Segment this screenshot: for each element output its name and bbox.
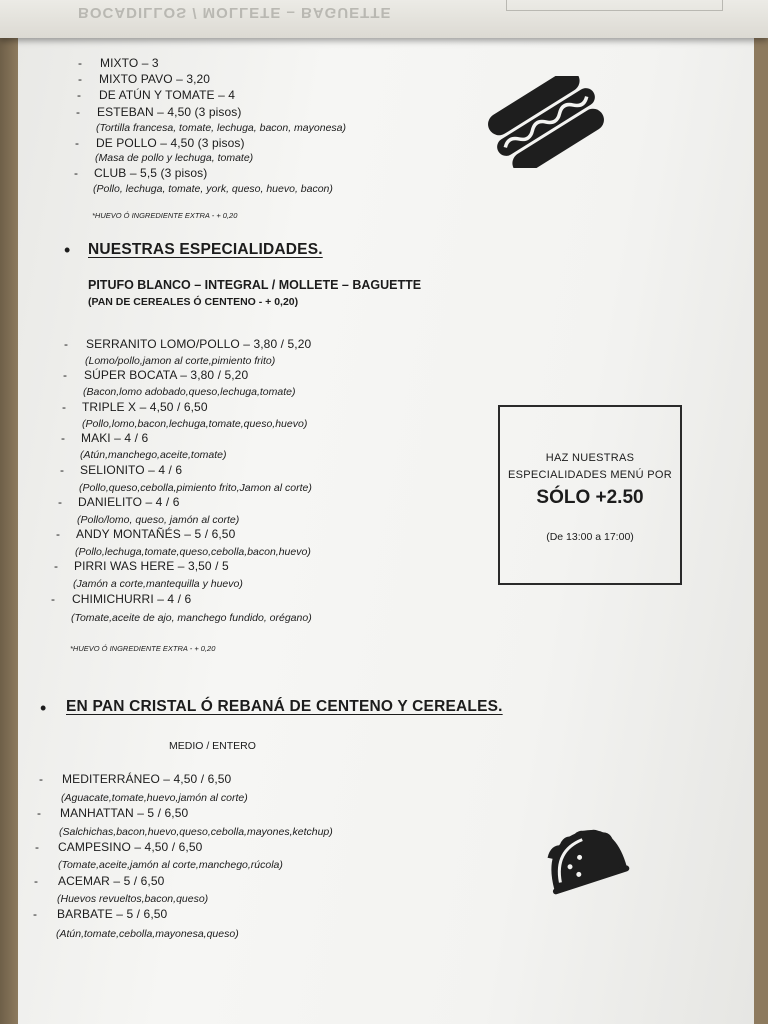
list-item: CHIMICHURRI – 4 / 6 [72, 592, 192, 606]
list-item: ESTEBAN – 4,50 (3 pisos) [97, 105, 242, 119]
list-item: MANHATTAN – 5 / 6,50 [60, 806, 189, 820]
list-item-description: (Tomate,aceite de ajo, manchego fundido, orégano) [71, 612, 312, 624]
bread-extra-note: (PAN DE CEREALES Ó CENTENO - + 0,20) [88, 296, 299, 308]
section-bullet: • [40, 698, 47, 718]
list-item-description: (Jamón a corte,mantequilla y huevo) [73, 578, 243, 590]
list-dash: - [61, 431, 65, 445]
list-dash: - [54, 559, 58, 573]
list-item-description: (Aguacate,tomate,huevo,jamón al corte) [61, 792, 248, 804]
previous-page-ghost-box [506, 0, 723, 11]
extra-ingredient-note: *HUEVO Ó INGREDIENTE EXTRA - + 0,20 [92, 211, 238, 220]
promo-line-2: ESPECIALIDADES MENÚ POR [508, 469, 672, 481]
specials-heading: NUESTRAS ESPECIALIDADES. [88, 241, 323, 258]
list-item-description: (Pollo, lechuga, tomate, york, queso, huevo, bacon) [93, 183, 333, 195]
list-item: MAKI – 4 / 6 [81, 431, 149, 445]
list-item: SÚPER BOCATA – 3,80 / 5,20 [84, 368, 249, 382]
list-item-description: (Huevos revueltos,bacon,queso) [57, 893, 209, 905]
list-item: SERRANITO LOMO/POLLO – 3,80 / 5,20 [86, 337, 312, 351]
promo-price: SÓLO +2.50 [536, 487, 644, 508]
list-dash: - [74, 166, 78, 180]
taco-icon [538, 818, 630, 898]
size-options: MEDIO / ENTERO [169, 740, 256, 752]
previous-page-ghost-text: BOCADILLOS / MOLLETE – BAGUETTE [78, 4, 392, 21]
list-item: DANIELITO – 4 / 6 [78, 495, 180, 509]
list-item: CLUB – 5,5 (3 pisos) [94, 166, 208, 180]
list-item-description: (Pollo,lechuga,tomate,queso,cebolla,bacon,huevo) [75, 546, 311, 558]
list-dash: - [78, 72, 82, 86]
list-item-description: (Tomate,aceite,jamón al corte,manchego,rúcola) [58, 859, 283, 871]
list-item-description: (Pollo,lomo,bacon,lechuga,tomate,queso,huevo) [82, 418, 308, 430]
list-item-description: (Bacon,lomo adobado,queso,lechuga,tomate) [83, 386, 296, 398]
list-item-description: (Atún,manchego,aceite,tomate) [80, 449, 227, 461]
cristal-heading: EN PAN CRISTAL Ó REBANÁ DE CENTENO Y CEREALES. [66, 698, 503, 715]
list-dash: - [60, 463, 64, 477]
list-dash: - [35, 840, 39, 854]
list-item: PIRRI WAS HERE – 3,50 / 5 [74, 559, 229, 573]
list-item-description: (Atún,tomate,cebolla,mayonesa,queso) [56, 928, 239, 940]
list-dash: - [33, 907, 37, 921]
list-item: DE ATÚN Y TOMATE – 4 [99, 88, 236, 102]
promo-line-1: HAZ NUESTRAS [545, 452, 635, 464]
list-item-description: (Pollo/lomo, queso, jamón al corte) [77, 514, 240, 526]
list-item: MIXTO PAVO – 3,20 [99, 72, 211, 86]
list-dash: - [76, 105, 80, 119]
list-item: TRIPLE X – 4,50 / 6,50 [82, 400, 208, 414]
list-dash: - [51, 592, 55, 606]
list-dash: - [64, 337, 68, 351]
list-item: CAMPESINO – 4,50 / 6,50 [58, 840, 203, 854]
hotdog-icon [488, 76, 604, 168]
previous-page-edge [0, 0, 768, 38]
list-item: DE POLLO – 4,50 (3 pisos) [96, 136, 245, 150]
list-dash: - [63, 368, 67, 382]
list-item-description: (Masa de pollo y lechuga, tomate) [95, 152, 254, 164]
promo-hours: (De 13:00 a 17:00) [546, 531, 634, 543]
list-item: MIXTO – 3 [100, 56, 159, 70]
list-item: ACEMAR – 5 / 6,50 [58, 874, 165, 888]
list-dash: - [34, 874, 38, 888]
list-dash: - [75, 136, 79, 150]
list-dash: - [39, 772, 43, 786]
list-dash: - [78, 56, 82, 70]
list-item: BARBATE – 5 / 6,50 [57, 907, 168, 921]
list-item: SELIONITO – 4 / 6 [80, 463, 183, 477]
menu-promo-box [498, 405, 682, 585]
list-dash: - [56, 527, 60, 541]
list-item: MEDITERRÁNEO – 4,50 / 6,50 [62, 772, 232, 786]
page-shadow [0, 24, 18, 1024]
list-dash: - [37, 806, 41, 820]
list-item: ANDY MONTAÑÉS – 5 / 6,50 [76, 527, 236, 541]
list-item-description: (Lomo/pollo,jamon al corte,pimiento frito) [85, 355, 276, 367]
list-item-description: (Tortilla francesa, tomate, lechuga, bacon, mayonesa) [96, 122, 346, 134]
list-item-description: (Pollo,queso,cebolla,pimiento frito,Jamon al corte) [79, 482, 312, 494]
bread-options: PITUFO BLANCO – INTEGRAL / MOLLETE – BAGUETTE [88, 278, 422, 292]
list-dash: - [62, 400, 66, 414]
list-dash: - [77, 88, 81, 102]
list-dash: - [58, 495, 62, 509]
extra-ingredient-note: *HUEVO Ó INGREDIENTE EXTRA - + 0,20 [70, 644, 216, 653]
section-bullet: • [64, 240, 71, 260]
list-item-description: (Salchichas,bacon,huevo,queso,cebolla,mayones,ketchup) [59, 826, 333, 838]
